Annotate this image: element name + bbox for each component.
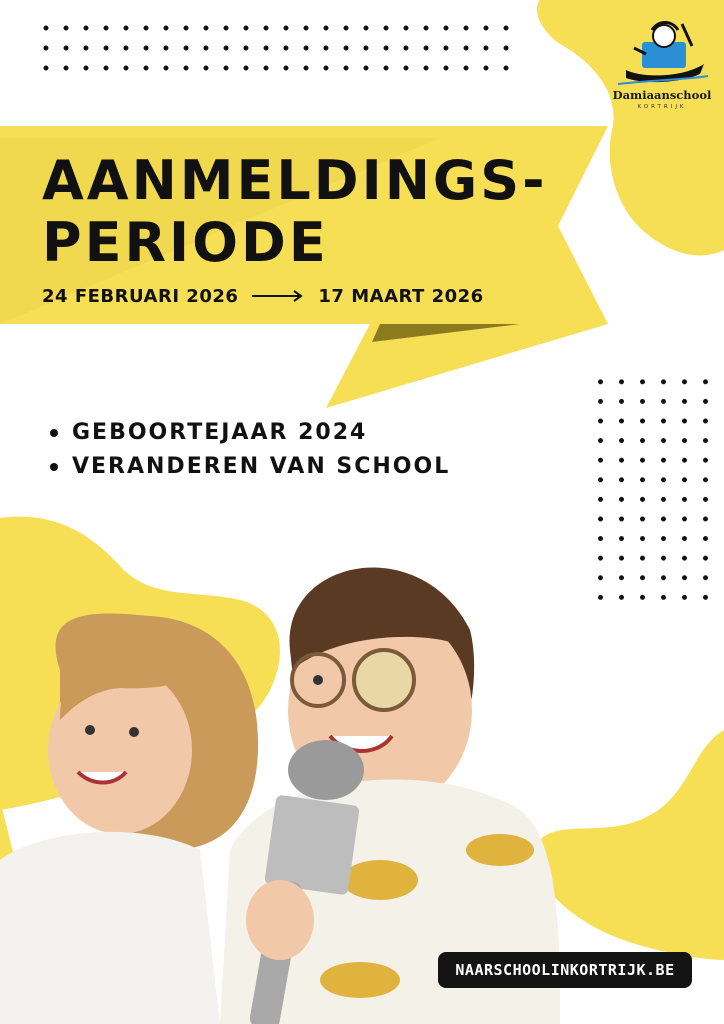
page-title	[42, 150, 548, 274]
website-badge[interactable]: NAARSCHOOLINKORTRIJK.BE	[438, 952, 692, 988]
dot-grid-top	[36, 18, 516, 78]
end-date: 17 MAART 2026	[318, 285, 484, 307]
school-mascot-icon	[612, 18, 712, 88]
requirements-list	[50, 416, 450, 484]
list-item: VERANDEREN VAN SCHOOL	[50, 450, 450, 484]
logo-city: KORTRIJK	[637, 104, 687, 110]
bullet-icon	[50, 429, 58, 437]
logo-name: Damiaanschool	[612, 88, 712, 102]
arrow-right-icon	[250, 289, 306, 303]
children-photo	[0, 520, 724, 1024]
bullet-icon	[50, 463, 58, 471]
school-logo	[612, 18, 712, 122]
period-dates	[42, 284, 484, 308]
start-date: 24 FEBRUARI 2026	[42, 285, 239, 307]
list-item: GEBOORTEJAAR 2024	[50, 416, 450, 450]
title-line-1: AANMELDINGS-	[42, 149, 548, 212]
title-line-2: PERIODE	[42, 211, 329, 274]
